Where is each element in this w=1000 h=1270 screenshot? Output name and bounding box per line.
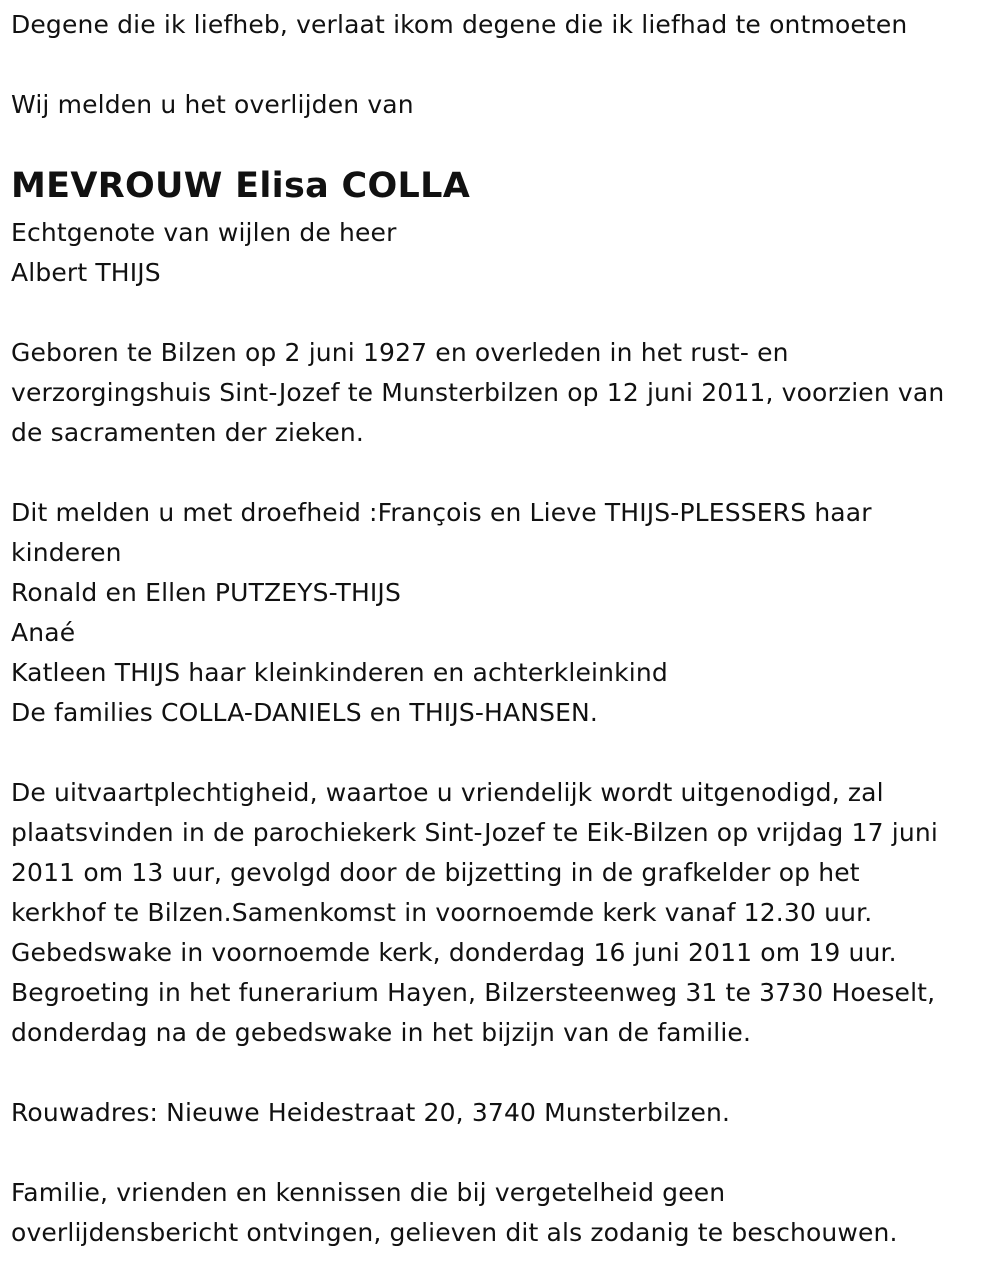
motto-text: Degene die ik liefheb, verlaat ikom degene die ik liefhad te ontmoeten <box>11 10 908 39</box>
mourners-line: kinderen <box>11 538 122 567</box>
funeral-line: 2011 om 13 uur, gevolgd door de bijzetting in de grafkelder op het <box>11 858 860 887</box>
mourners-line: De families COLLA-DANIELS en THIJS-HANSEN. <box>11 698 599 727</box>
funeral-line: Begroeting in het funerarium Hayen, Bilzersteenweg 31 te 3730 Hoeselt, <box>11 978 936 1007</box>
deceased-name: MEVROUW Elisa COLLA <box>11 166 471 206</box>
birth-death-line: Geboren te Bilzen op 2 juni 1927 en overleden in het rust- en <box>11 338 789 367</box>
mourners-line: Dit melden u met droefheid :François en Lieve THIJS-PLESSERS haar <box>11 498 872 527</box>
funeral-line: donderdag na de gebedswake in het bijzijn van de familie. <box>11 1018 752 1047</box>
funeral-line: Gebedswake in voornoemde kerk, donderdag 16 juni 2011 om 19 uur. <box>11 938 897 967</box>
closing-line: overlijdensbericht ontvingen, gelieven dit als zodanig te beschouwen. <box>11 1218 898 1247</box>
mourning-address: Rouwadres: Nieuwe Heidestraat 20, 3740 Munsterbilzen. <box>11 1098 731 1127</box>
mourners-line: Katleen THIJS haar kleinkinderen en achterkleinkind <box>11 658 668 687</box>
announcement-text: Wij melden u het overlijden van <box>11 90 414 119</box>
spouse-line: Echtgenote van wijlen de heer <box>11 218 397 247</box>
funeral-line: plaatsvinden in de parochiekerk Sint-Jozef te Eik-Bilzen op vrijdag 17 juni <box>11 818 938 847</box>
spouse-line: Albert THIJS <box>11 258 161 287</box>
mourners-line: Ronald en Ellen PUTZEYS-THIJS <box>11 578 401 607</box>
funeral-line: De uitvaartplechtigheid, waartoe u vriendelijk wordt uitgenodigd, zal <box>11 778 884 807</box>
birth-death-line: verzorgingshuis Sint-Jozef te Munsterbilzen op 12 juni 2011, voorzien van <box>11 378 945 407</box>
mourners-line: Anaé <box>11 618 76 647</box>
funeral-line: kerkhof te Bilzen.Samenkomst in voornoemde kerk vanaf 12.30 uur. <box>11 898 873 927</box>
birth-death-line: de sacramenten der zieken. <box>11 418 365 447</box>
closing-line: Familie, vrienden en kennissen die bij vergetelheid geen <box>11 1178 726 1207</box>
